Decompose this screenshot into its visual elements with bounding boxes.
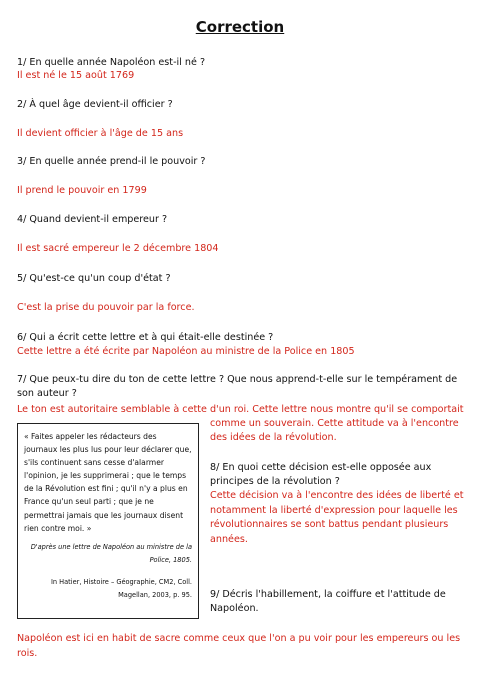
answer-9-line-2: rois. [17, 648, 38, 659]
answer-8-line-3: révolutionnaires se sont battus pendant plusieurs [210, 519, 449, 530]
quote-source-line-1: D'après une lettre de Napoléon au ministre de la [30, 542, 192, 551]
question-4: 4/ Quand devient-il empereur ? [17, 214, 168, 225]
answer-1: Il est né le 15 août 1769 [17, 70, 135, 81]
question-8-line-2: principes de la révolution ? [210, 476, 340, 487]
answer-4: Il est sacré empereur le 2 décembre 1804 [17, 243, 219, 254]
quote-source [24, 541, 192, 567]
quote-reference [24, 576, 192, 602]
question-5: 5/ Qu'est-ce qu'un coup d'état ? [17, 273, 171, 284]
answer-8-line-2: notamment la liberté d'expression pour laquelle les [210, 505, 458, 516]
answer-8-line-1: Cette décision va à l'encontre des idées de liberté et [210, 490, 464, 501]
answer-8-line-4: années. [210, 534, 248, 545]
quote-source-line-2: Police, 1805. [149, 555, 192, 564]
quote-line: l'opinion, je les supprimerai ; que le temps [24, 471, 187, 481]
question-7-line-1: 7/ Que peux-tu dire du ton de cette lettre ? Que nous apprend-t-elle sur le tempérament de [17, 374, 458, 385]
quote-line: France qu'un seul parti ; que je ne [24, 497, 154, 507]
quote-line: journaux les plus lus pour leur déclarer que, [24, 445, 192, 455]
answer-7-line-2: comme un souverain. Cette attitude va à l'encontre [210, 418, 459, 429]
question-9-line-1: 9/ Décris l'habillement, la coiffure et l'attitude de [210, 589, 446, 600]
page-title: Correction [195, 18, 285, 36]
answer-9-line-1: Napoléon est ici en habit de sacre comme ceux que l'on a pu voir pour les empereurs ou les [17, 633, 461, 644]
quote-line: « Faites appeler les rédacteurs des [24, 432, 157, 441]
question-6: 6/ Qui a écrit cette lettre et à qui était-elle destinée ? [17, 332, 274, 343]
answer-7-line-1: Le ton est autoritaire semblable à cette d'un roi. Cette lettre nous montre qu'il se comportait [17, 404, 464, 415]
quote-line: permettrai jamais que les journaux disent [24, 510, 184, 520]
quote-text [24, 430, 192, 535]
answer-5: C'est la prise du pouvoir par la force. [17, 302, 195, 313]
quote-line: de la Révolution est fini ; qu'il n'y a plus en [24, 484, 188, 494]
question-1: 1/ En quelle année Napoléon est-il né ? [17, 57, 206, 68]
answer-7-line-3: des idées de la révolution. [210, 432, 337, 443]
question-7-line-2: son auteur ? [17, 388, 77, 399]
question-9-line-2: Napoléon. [210, 603, 259, 614]
quote-reference-line-2: Magellan, 2003, p. 95. [118, 590, 192, 599]
quote-reference-line-1: In Hatier, Histoire – Géographie, CM2, Coll. [50, 577, 192, 586]
question-3: 3/ En quelle année prend-il le pouvoir ? [17, 156, 206, 167]
quote-line: rien contre moi. » [24, 523, 92, 533]
question-8-line-1: 8/ En quoi cette décision est-elle opposée aux [210, 462, 432, 473]
answer-2: Il devient officier à l'âge de 15 ans [17, 128, 184, 139]
answer-6: Cette lettre a été écrite par Napoléon au ministre de la Police en 1805 [17, 346, 355, 357]
question-2: 2/ À quel âge devient-il officier ? [17, 99, 173, 110]
quote-box [17, 423, 199, 619]
answer-3: Il prend le pouvoir en 1799 [17, 185, 147, 196]
quote-line: s'ils continuent sans cesse d'alarmer [24, 458, 164, 468]
